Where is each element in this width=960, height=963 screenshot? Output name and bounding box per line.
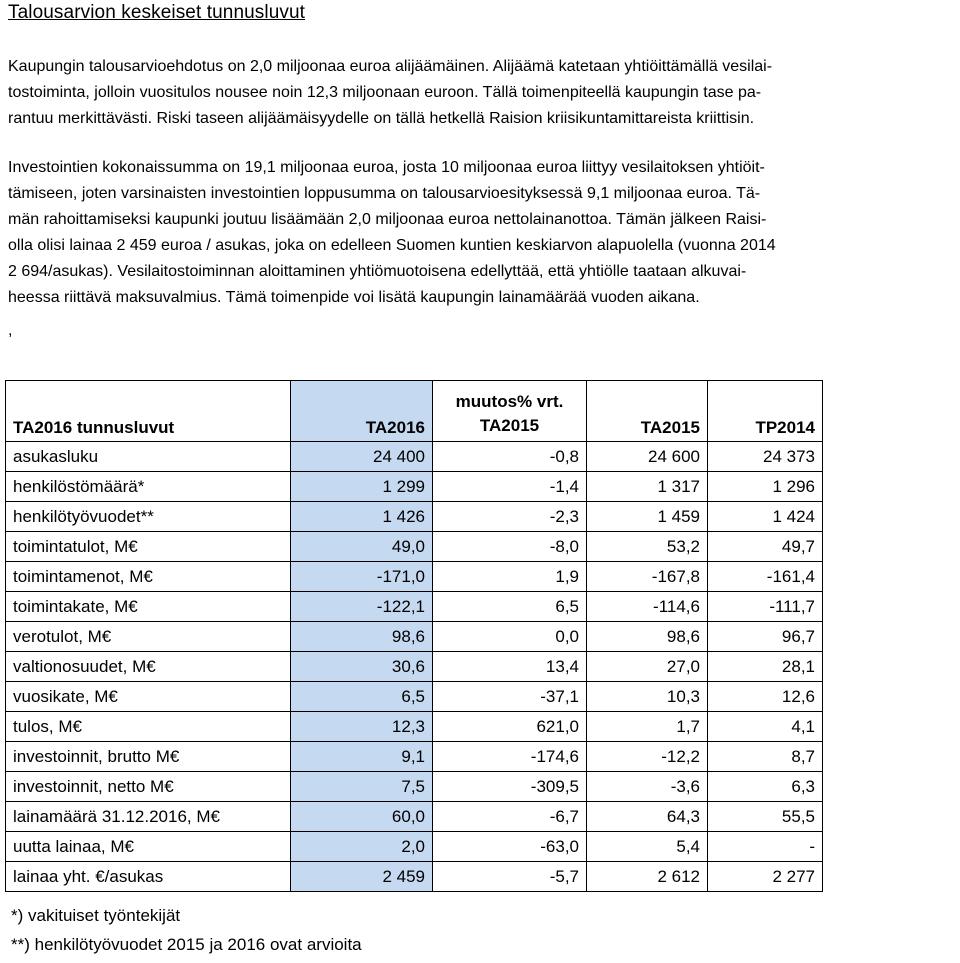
table-row (6, 562, 823, 592)
paragraph-line: rantuu merkittävästi. Riski taseen alijäämäisyydelle on tällä hetkellä Raision kriisikuntamittareista kriittisin. (8, 110, 755, 127)
cell-ta2016: 49,0 (291, 532, 433, 562)
cell-change: -2,3 (433, 502, 587, 532)
cell-ta2015: 1 459 (587, 502, 708, 532)
cell-label: toimintamenot, M€ (6, 562, 291, 592)
paragraph-investments (8, 155, 956, 311)
table-row (6, 712, 823, 742)
cell-ta2015: -3,6 (587, 772, 708, 802)
cell-ta2016: 1 299 (291, 472, 433, 502)
cell-label: verotulot, M€ (6, 622, 291, 652)
cell-tp2014: 1 296 (708, 472, 823, 502)
cell-ta2015: 53,2 (587, 532, 708, 562)
cell-tp2014: 2 277 (708, 862, 823, 892)
cell-tp2014: 49,7 (708, 532, 823, 562)
cell-ta2015: 2 612 (587, 862, 708, 892)
cell-change: -37,1 (433, 682, 587, 712)
header-label: TA2016 tunnusluvut (6, 381, 291, 442)
paragraph-line: heessa riittävä maksuvalmius. Tämä toimenpide voi lisätä kaupungin lainamäärää vuoden aikana. (8, 289, 700, 306)
cell-tp2014: 96,7 (708, 622, 823, 652)
cell-tp2014: 55,5 (708, 802, 823, 832)
cell-ta2015: -114,6 (587, 592, 708, 622)
table-row (6, 442, 823, 472)
cell-ta2016: 24 400 (291, 442, 433, 472)
table-row (6, 622, 823, 652)
table-row (6, 472, 823, 502)
header-change-line1: muutos% vrt. (455, 392, 564, 411)
cell-tp2014: 12,6 (708, 682, 823, 712)
table-body (6, 442, 823, 892)
header-ta2015: TA2015 (587, 381, 708, 442)
table-row (6, 502, 823, 532)
cell-label: toimintakate, M€ (6, 592, 291, 622)
cell-change: 13,4 (433, 652, 587, 682)
footnote: *) vakituiset työntekijät (11, 906, 181, 925)
cell-tp2014: 1 424 (708, 502, 823, 532)
header-tp2014: TP2014 (708, 381, 823, 442)
cell-change: -5,7 (433, 862, 587, 892)
cell-change: -0,8 (433, 442, 587, 472)
paragraph-summary (8, 54, 956, 132)
cell-label: tulos, M€ (6, 712, 291, 742)
table-row (6, 832, 823, 862)
cell-change: -63,0 (433, 832, 587, 862)
cell-change: -6,7 (433, 802, 587, 832)
cell-ta2016: 30,6 (291, 652, 433, 682)
cell-ta2015: -12,2 (587, 742, 708, 772)
cell-label: henkilötyövuodet** (6, 502, 291, 532)
cell-ta2015: -167,8 (587, 562, 708, 592)
table-row (6, 592, 823, 622)
cell-label: investoinnit, brutto M€ (6, 742, 291, 772)
cell-ta2016: 1 426 (291, 502, 433, 532)
cell-change: -174,6 (433, 742, 587, 772)
cell-ta2015: 24 600 (587, 442, 708, 472)
footnote: **) henkilötyövuodet 2015 ja 2016 ovat arvioita (11, 935, 362, 954)
table-row (6, 742, 823, 772)
kpi-table (5, 380, 823, 892)
table-row (6, 862, 823, 892)
paragraph-line: Kaupungin talousarvioehdotus on 2,0 miljoonaa euroa alijäämäinen. Alijäämä katetaan yhtiöittämällä vesilai- (8, 58, 773, 75)
cell-ta2015: 5,4 (587, 832, 708, 862)
cell-tp2014: -111,7 (708, 592, 823, 622)
cell-ta2015: 98,6 (587, 622, 708, 652)
table-header-row (6, 381, 823, 442)
paragraph-line: Investointien kokonaissumma on 19,1 miljoonaa euroa, josta 10 miljoonaa euroa liittyy vesilaitoksen yhtiöit- (8, 159, 765, 176)
cell-tp2014: 8,7 (708, 742, 823, 772)
cell-change: 0,0 (433, 622, 587, 652)
cell-ta2015: 1 317 (587, 472, 708, 502)
cell-ta2016: -171,0 (291, 562, 433, 592)
cell-change: -8,0 (433, 532, 587, 562)
cell-change: 621,0 (433, 712, 587, 742)
cell-tp2014: 4,1 (708, 712, 823, 742)
cell-label: investoinnit, netto M€ (6, 772, 291, 802)
table-row (6, 802, 823, 832)
cell-ta2015: 1,7 (587, 712, 708, 742)
paragraph-line: 2 694/asukas). Vesilaitostoiminnan aloittaminen yhtiömuotoisena edellyttää, että yhtiölle taataan alkuvai- (8, 263, 747, 280)
header-change-line2: TA2015 (479, 416, 540, 435)
paragraph-line: tämiseen, joten varsinaisten investointien loppusumma on talousarvioesityksessä 9,1 miljoonaa euroa. Tä- (8, 185, 761, 202)
paragraph-line: män rahoittamiseksi kaupunki joutuu lisäämään 2,0 miljoonaa euroa nettolainanottoa. Tämän jälkeen Raisi- (8, 211, 767, 228)
cell-ta2015: 27,0 (587, 652, 708, 682)
header-ta2016: TA2016 (291, 381, 433, 442)
cell-ta2016: 6,5 (291, 682, 433, 712)
cell-label: asukasluku (6, 442, 291, 472)
header-change (433, 381, 587, 442)
cell-label: lainamäärä 31.12.2016, M€ (6, 802, 291, 832)
paragraph-line: tostoiminta, jolloin vuositulos nousee noin 12,3 miljoonaan euroon. Tällä toimenpiteellä kaupungin tase pa- (8, 84, 762, 101)
table-row (6, 682, 823, 712)
cell-tp2014: 24 373 (708, 442, 823, 472)
cell-ta2015: 64,3 (587, 802, 708, 832)
cell-ta2015: 10,3 (587, 682, 708, 712)
cell-ta2016: 98,6 (291, 622, 433, 652)
table-row (6, 652, 823, 682)
cell-change: -309,5 (433, 772, 587, 802)
cell-tp2014: -161,4 (708, 562, 823, 592)
cell-change: -1,4 (433, 472, 587, 502)
cell-ta2016: 7,5 (291, 772, 433, 802)
cell-label: vuosikate, M€ (6, 682, 291, 712)
table-row (6, 772, 823, 802)
paragraph-line: olla olisi lainaa 2 459 euroa / asukas, joka on edelleen Suomen kuntien keskiarvon alapuolella (vuonna 2014 (8, 237, 776, 254)
cell-change: 6,5 (433, 592, 587, 622)
cell-label: valtionosuudet, M€ (6, 652, 291, 682)
cell-ta2016: 2 459 (291, 862, 433, 892)
stray-comma: , (8, 322, 13, 339)
cell-ta2016: -122,1 (291, 592, 433, 622)
page-title: Talousarvion keskeiset tunnusluvut (8, 2, 306, 23)
cell-change: 1,9 (433, 562, 587, 592)
cell-ta2016: 2,0 (291, 832, 433, 862)
cell-ta2016: 12,3 (291, 712, 433, 742)
cell-ta2016: 60,0 (291, 802, 433, 832)
cell-label: lainaa yht. €/asukas (6, 862, 291, 892)
cell-ta2016: 9,1 (291, 742, 433, 772)
cell-tp2014: 6,3 (708, 772, 823, 802)
cell-label: uutta lainaa, M€ (6, 832, 291, 862)
table-row (6, 532, 823, 562)
cell-label: henkilöstömäärä* (6, 472, 291, 502)
cell-tp2014: 28,1 (708, 652, 823, 682)
cell-label: toimintatulot, M€ (6, 532, 291, 562)
cell-tp2014: - (708, 832, 823, 862)
